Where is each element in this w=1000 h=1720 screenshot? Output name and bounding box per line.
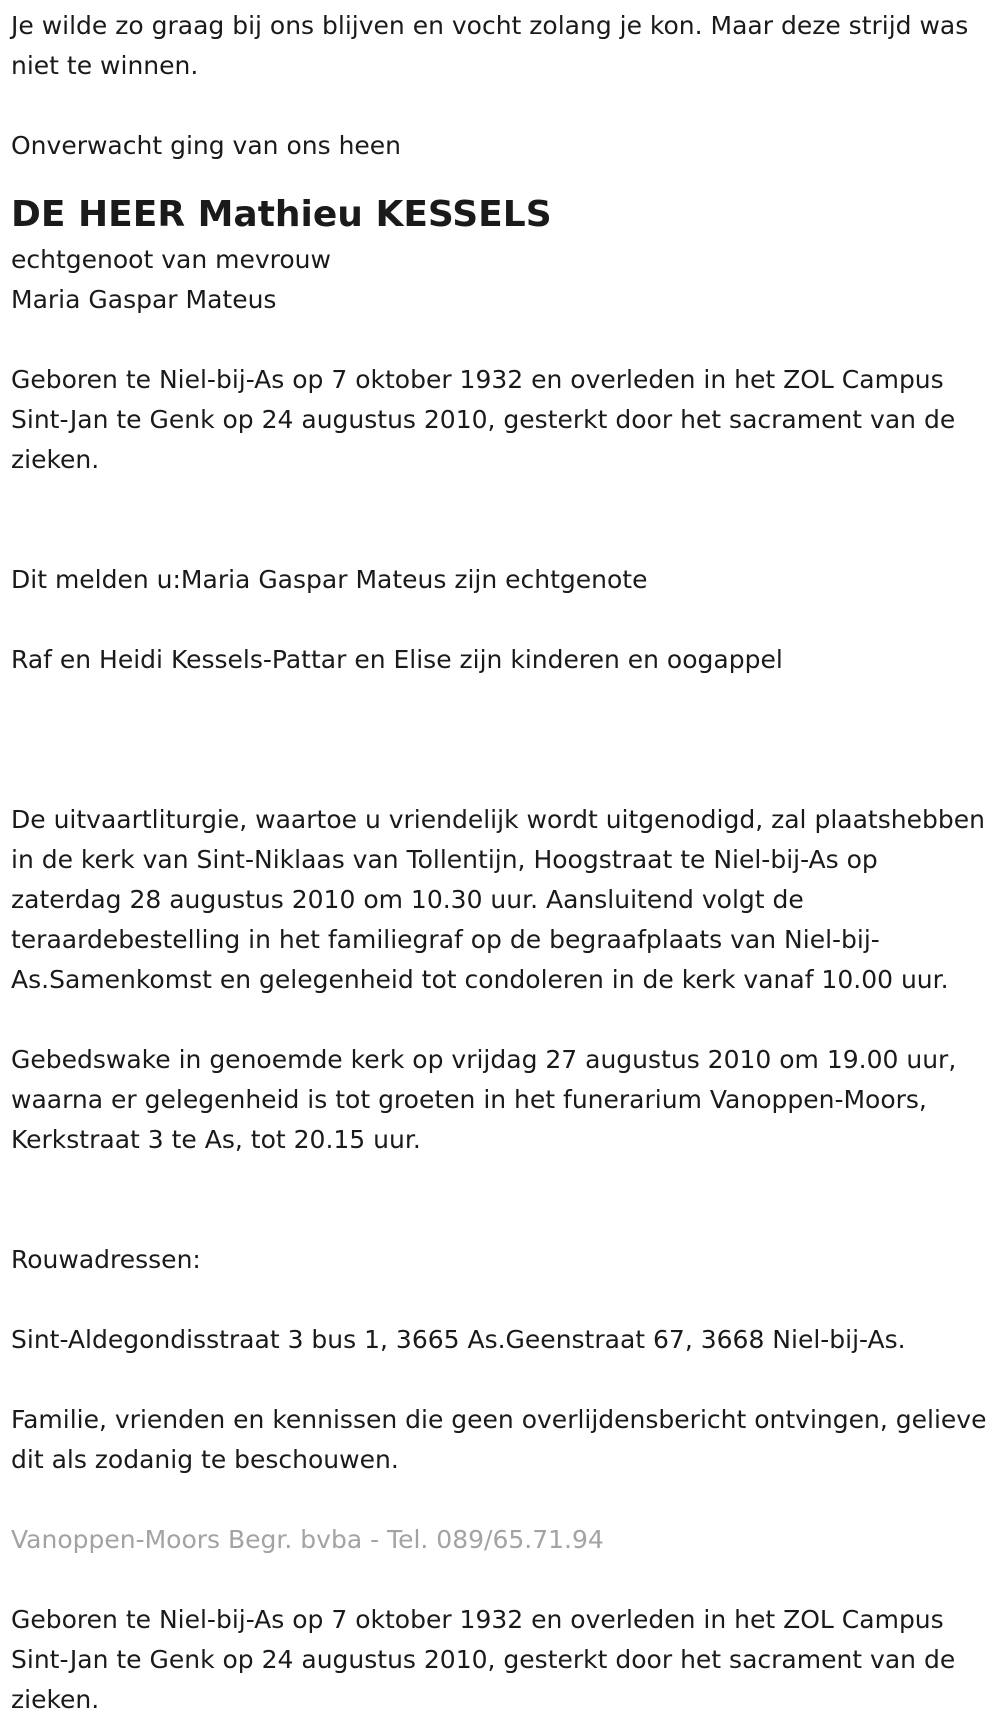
birth-death-text: Geboren te Niel-bij-As op 7 oktober 1932 en overleden in het ZOL Campus Sint-Jan te Genk op 24 augustus 2010, gesterkt door het sacrament van de zieken.	[11, 365, 956, 474]
notice-text: Familie, vrienden en kennissen die geen overlijdensbericht ontvingen, gelieve dit als zodanig te beschouwen.	[11, 1405, 987, 1474]
relation-line-2: Maria Gaspar Mateus	[11, 285, 277, 314]
funeral-vigil: Gebedswake in genoemde kerk op vrijdag 27 augustus 2010 om 19.00 uur, waarna er gelegenheid is tot groeten in het funerarium Vanoppen-Moors, Kerkstraat 3 te As, tot 20.15 uur.	[11, 1045, 957, 1154]
intro-text: Je wilde zo graag bij ons blijven en vocht zolang je kon. Maar deze strijd was niet te winnen.	[11, 11, 969, 80]
family-line-1: Dit melden u:Maria Gaspar Mateus zijn echtgenote	[11, 565, 648, 594]
funeral-home-contact: Vanoppen-Moors Begr. bvba - Tel. 089/65.71.94	[11, 1525, 604, 1554]
family-block	[11, 520, 990, 720]
birth-death-repeat-text: Geboren te Niel-bij-As op 7 oktober 1932 en overleden in het ZOL Campus Sint-Jan te Genk op 24 augustus 2010, gesterkt door het sacrament van de zieken.	[11, 1605, 956, 1714]
funeral-block	[11, 760, 990, 1200]
relation-line-1: echtgenoot van mevrouw	[11, 245, 331, 274]
announcement-text: Onverwacht ging van ons heen	[11, 131, 402, 160]
deceased-name: DE HEER Mathieu KESSELS	[11, 194, 552, 235]
family-line-2: Raf en Heidi Kessels-Pattar en Elise zijn kinderen en oogappel	[11, 645, 783, 674]
addresses-label: Rouwadressen:	[11, 1245, 201, 1274]
addresses-value: Sint-Aldegondisstraat 3 bus 1, 3665 As.Geenstraat 67, 3668 Niel-bij-As.	[11, 1325, 906, 1354]
funeral-liturgy: De uitvaartliturgie, waartoe u vriendelijk wordt uitgenodigd, zal plaatshebben in de kerk van Sint-Niklaas van Tollentijn, Hoogstraat te Niel-bij-As op zaterdag 28 augustus 2010 om 10.30 uur. Aansluitend volgt de teraardebestelling in het familiegraf op de begraafplaats van Niel-bij-As.Samenkomst en gelegenheid tot condoleren in de kerk vanaf 10.00 uur.	[11, 805, 985, 994]
deceased-block	[11, 190, 990, 320]
